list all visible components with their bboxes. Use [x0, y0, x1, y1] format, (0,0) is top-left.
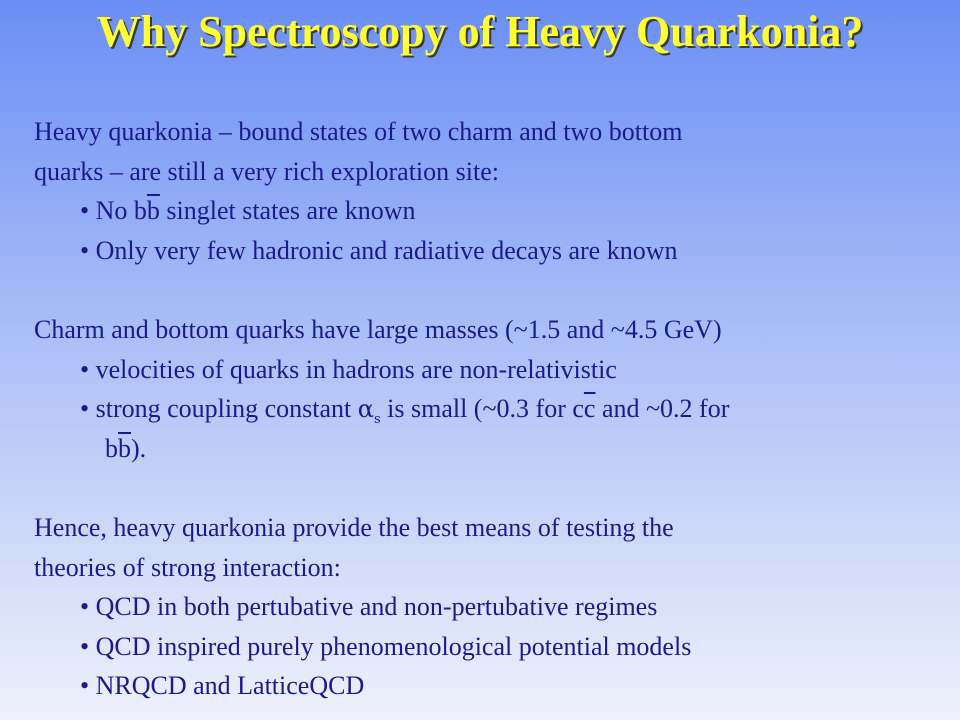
p1-line1: Heavy quarkonia – bound states of two charm and two bottom [34, 117, 683, 146]
p1-bullet1 [34, 191, 934, 231]
p2-bullet2-b: is small (~0.3 for c [380, 394, 584, 424]
p2-bullet2-d1: b [105, 433, 118, 463]
p3-line1: Hence, heavy quarkonia provide the best means of testing the [34, 512, 674, 542]
alpha-symbol: α [357, 395, 374, 424]
p3-line2: theories of strong interaction: [34, 552, 341, 582]
p2-bullet2-d2: ). [131, 433, 147, 463]
p1-bullet1-pre: • No b [80, 196, 147, 226]
antiquark-c: $\overline{c}$ [583, 394, 596, 424]
p3-bullet1: • QCD in both pertubative and non-pertubative regimes [80, 592, 658, 622]
p2-bullet2-c: and ~0.2 for [595, 394, 730, 424]
p2-bullet2-a: • strong coupling constant [80, 394, 358, 424]
p3-bullet3: • NRQCD and LatticeQCD [80, 671, 365, 701]
p2-line1: Charm and bottom quarks have large masses (~1.5 and ~4.5 GeV) [34, 314, 722, 344]
p1-line2: quarks – are still a very rich exploration site: [34, 156, 499, 186]
slide-body [34, 112, 934, 706]
antiquark-b-2: $\overline{b}$ [118, 433, 131, 463]
paragraph-gap [34, 270, 934, 310]
paragraph-gap-2 [34, 468, 934, 508]
p1-bullet1-post: singlet states are known [159, 196, 416, 226]
p2-bullet2 [34, 389, 934, 429]
p3-bullet2: • QCD inspired purely phenomenological potential models [80, 631, 692, 661]
alpha-subscript: s [373, 411, 381, 427]
alpha-s-symbol [357, 395, 381, 427]
antiquark-b: $\overline{b}$ [146, 196, 160, 226]
slide-title: Why Spectroscopy of Heavy Quarkonia? [96, 7, 864, 56]
p2-bullet1: • velocities of quarks in hadrons are non-relativistic [80, 354, 617, 384]
p1-bullet2: • Only very few hadronic and radiative decays are known [80, 235, 678, 265]
p2-bullet2-continuation [34, 429, 934, 469]
